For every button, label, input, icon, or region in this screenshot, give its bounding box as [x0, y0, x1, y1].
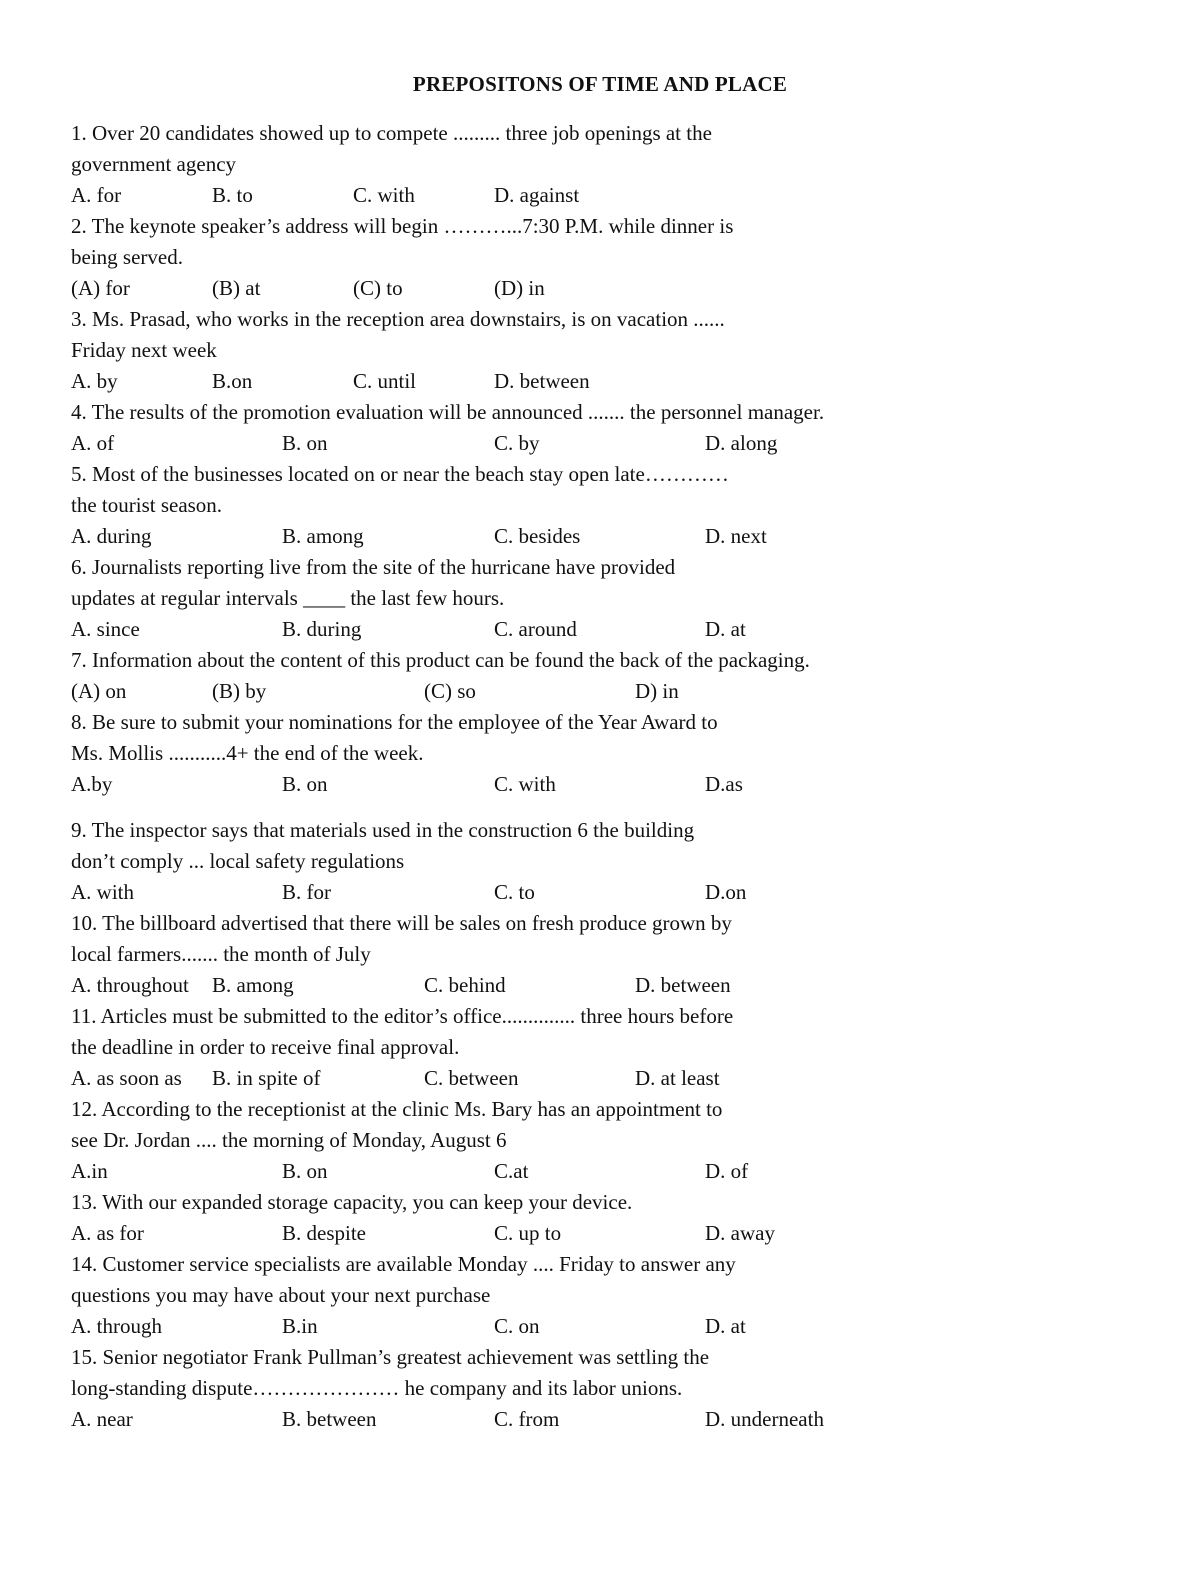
question-11: [71, 1001, 1131, 1094]
option-d[interactable]: D. between: [635, 973, 731, 997]
question-8: [71, 707, 1131, 800]
option-a[interactable]: (A) on: [71, 679, 127, 703]
question-text-line: questions you may have about your next purchase: [71, 1283, 491, 1307]
question-text-line: 10. The billboard advertised that there will be sales on fresh produce grown by: [71, 911, 732, 935]
option-c[interactable]: C.at: [494, 1159, 529, 1183]
question-14: [71, 1249, 1131, 1342]
question-text-line: 11. Articles must be submitted to the editor’s office.............. three hours before: [71, 1004, 734, 1028]
option-b[interactable]: B. on: [282, 431, 328, 455]
question-text-line: the tourist season.: [71, 493, 223, 517]
question-text-line: 12. According to the receptionist at the clinic Ms. Bary has an appointment to: [71, 1097, 723, 1121]
answer-options: [71, 970, 1131, 1001]
question-7: [71, 645, 1131, 707]
option-b[interactable]: B.in: [282, 1314, 318, 1338]
document-title: PREPOSITONS OF TIME AND PLACE: [412, 72, 788, 96]
option-b[interactable]: B. among: [212, 973, 294, 997]
answer-options: [71, 1063, 1131, 1094]
question-text-line: 8. Be sure to submit your nominations for the employee of the Year Award to: [71, 710, 718, 734]
option-d[interactable]: D. away: [705, 1221, 775, 1245]
answer-options: [71, 1404, 1131, 1435]
option-a[interactable]: A.in: [71, 1159, 108, 1183]
question-12: [71, 1094, 1131, 1187]
question-3: [71, 304, 1131, 397]
answer-options: [71, 1311, 1131, 1342]
question-15: [71, 1342, 1131, 1435]
option-a[interactable]: (A) for: [71, 276, 130, 300]
question-text-line: government agency: [71, 152, 237, 176]
option-b[interactable]: B. for: [282, 880, 331, 904]
option-d[interactable]: D. of: [705, 1159, 749, 1183]
question-text-line: see Dr. Jordan .... the morning of Monday, August 6: [71, 1128, 507, 1152]
option-d[interactable]: D. between: [494, 369, 590, 393]
option-d[interactable]: D.on: [705, 880, 747, 904]
answer-options: [71, 769, 1131, 800]
question-1: [71, 118, 1131, 211]
option-a[interactable]: A. during: [71, 524, 152, 548]
option-a[interactable]: A. as soon as: [71, 1066, 182, 1090]
answer-options: [71, 676, 1131, 707]
question-text-line: 7. Information about the content of this product can be found the back of the packaging.: [71, 648, 810, 672]
option-c[interactable]: C. with: [494, 772, 556, 796]
question-text-line: long-standing dispute………………… he company and its labor unions.: [71, 1376, 683, 1400]
question-text-line: 9. The inspector says that materials used in the construction 6 the building: [71, 818, 695, 842]
answer-options: [71, 614, 1131, 645]
option-c[interactable]: C. to: [494, 880, 535, 904]
option-c[interactable]: C. behind: [424, 973, 506, 997]
answer-options: [71, 877, 1131, 908]
option-a[interactable]: A. by: [71, 369, 118, 393]
option-d[interactable]: D. against: [494, 183, 580, 207]
option-a[interactable]: A. with: [71, 880, 134, 904]
option-a[interactable]: A. near: [71, 1407, 133, 1431]
answer-options: [71, 273, 1131, 304]
option-b[interactable]: B. on: [282, 772, 328, 796]
answer-options: [71, 1218, 1131, 1249]
option-b[interactable]: B. despite: [282, 1221, 366, 1245]
option-a[interactable]: A. of: [71, 431, 115, 455]
option-c[interactable]: C. up to: [494, 1221, 562, 1245]
option-d[interactable]: D.as: [705, 772, 743, 796]
question-10: [71, 908, 1131, 1001]
question-text-line: the deadline in order to receive final approval.: [71, 1035, 460, 1059]
answer-options: [71, 1156, 1131, 1187]
question-text-line: 2. The keynote speaker’s address will begin ………...7:30 P.M. while dinner is: [71, 214, 734, 238]
question-9: [71, 815, 1131, 908]
option-a[interactable]: A.by: [71, 772, 113, 796]
question-text-line: 5. Most of the businesses located on or near the beach stay open late…………: [71, 462, 729, 486]
question-text-line: 13. With our expanded storage capacity, you can keep your device.: [71, 1190, 633, 1214]
option-b[interactable]: (B) at: [212, 276, 261, 300]
option-d[interactable]: D. underneath: [705, 1407, 824, 1431]
option-c[interactable]: C. around: [494, 617, 577, 641]
question-text-line: updates at regular intervals ____ the last few hours.: [71, 586, 505, 610]
option-d[interactable]: D) in: [635, 679, 679, 703]
question-5: [71, 459, 1131, 552]
option-c[interactable]: C. besides: [494, 524, 581, 548]
option-d[interactable]: D. at: [705, 1314, 746, 1338]
question-text-line: local farmers....... the month of July: [71, 942, 371, 966]
question-text-line: being served.: [71, 245, 183, 269]
option-a[interactable]: A. through: [71, 1314, 162, 1338]
question-text-line: don’t comply ... local safety regulations: [71, 849, 405, 873]
question-text-line: 4. The results of the promotion evaluation will be announced ....... the personnel manager.: [71, 400, 825, 424]
option-c[interactable]: C. between: [424, 1066, 519, 1090]
option-b[interactable]: B. among: [282, 524, 364, 548]
option-c[interactable]: C. until: [353, 369, 417, 393]
option-b[interactable]: B.on: [212, 369, 253, 393]
answer-options: [71, 428, 1131, 459]
option-d[interactable]: D. along: [705, 431, 778, 455]
question-text-line: 6. Journalists reporting live from the site of the hurricane have provided: [71, 555, 676, 579]
question-text-line: 1. Over 20 candidates showed up to compete ......... three job openings at the: [71, 121, 712, 145]
option-d[interactable]: (D) in: [494, 276, 545, 300]
question-list: [71, 118, 1131, 1435]
question-2: [71, 211, 1131, 304]
question-13: [71, 1187, 1131, 1249]
question-text-line: Friday next week: [71, 338, 217, 362]
question-4: [71, 397, 1131, 459]
option-d[interactable]: D. at: [705, 617, 746, 641]
answer-options: [71, 366, 1131, 397]
option-c[interactable]: C. on: [494, 1314, 540, 1338]
question-text-line: 14. Customer service specialists are available Monday .... Friday to answer any: [71, 1252, 736, 1276]
option-b[interactable]: B. on: [282, 1159, 328, 1183]
spacer: [71, 800, 1131, 815]
question-6: [71, 552, 1131, 645]
option-b[interactable]: B. in spite of: [212, 1066, 321, 1090]
question-text-line: 3. Ms. Prasad, who works in the reception area downstairs, is on vacation ......: [71, 307, 725, 331]
option-d[interactable]: D. next: [705, 524, 767, 548]
option-a[interactable]: A. throughout: [71, 973, 189, 997]
question-text-line: Ms. Mollis ...........4+ the end of the week.: [71, 741, 424, 765]
option-a[interactable]: A. as for: [71, 1221, 144, 1245]
option-b[interactable]: B. between: [282, 1407, 377, 1431]
option-b[interactable]: B. during: [282, 617, 362, 641]
answer-options: [71, 521, 1131, 552]
option-a[interactable]: A. since: [71, 617, 140, 641]
question-text-line: 15. Senior negotiator Frank Pullman’s greatest achievement was settling the: [71, 1345, 710, 1369]
option-b[interactable]: (B) by: [212, 679, 267, 703]
option-a[interactable]: A. for: [71, 183, 122, 207]
option-c[interactable]: C. by: [494, 431, 540, 455]
option-c[interactable]: (C) to: [353, 276, 403, 300]
option-c[interactable]: (C) so: [424, 679, 476, 703]
option-b[interactable]: B. to: [212, 183, 253, 207]
option-c[interactable]: C. from: [494, 1407, 560, 1431]
answer-options: [71, 180, 1131, 211]
option-c[interactable]: C. with: [353, 183, 415, 207]
option-d[interactable]: D. at least: [635, 1066, 720, 1090]
